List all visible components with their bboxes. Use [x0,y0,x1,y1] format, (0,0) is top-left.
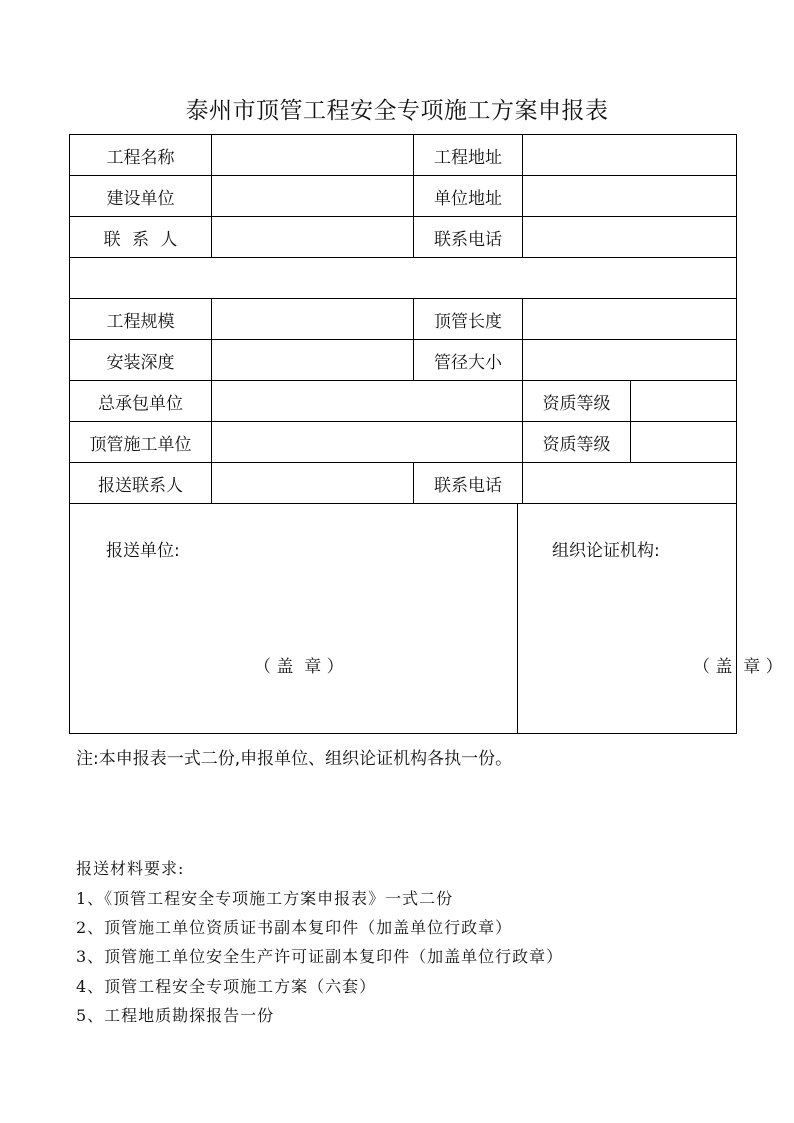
unit-address-field[interactable] [523,176,737,217]
construction-unit-label: 建设单位 [70,176,212,217]
project-name-field[interactable] [212,135,414,176]
table-row [70,422,737,463]
project-address-label: 工程地址 [414,135,523,176]
list-item: 5、工程地质勘探报告一份 [76,1006,275,1025]
pipe-diameter-label: 管径大小 [414,340,523,381]
seal-label: （ 盖 章 ） [254,657,344,677]
contact-person-field[interactable] [212,217,414,258]
contact-person-label: 联 系 人 [70,217,212,258]
install-depth-field[interactable] [212,340,414,381]
submit-phone-label: 联系电话 [414,463,523,504]
submit-contact-field[interactable] [212,463,414,504]
submit-contact-label: 报送联系人 [70,463,212,504]
construction-unit-field[interactable] [212,176,414,217]
table-row [70,176,737,217]
blank-row-field[interactable] [70,258,737,299]
list-item: 1、《顶管工程安全专项施工方案申报表》一式二份 [76,889,454,908]
table-row [70,299,737,340]
contact-phone-field[interactable] [523,217,737,258]
page-title: 泰州市顶管工程安全专项施工方案申报表 [185,98,609,124]
project-scale-field[interactable] [212,299,414,340]
general-contractor-label: 总承包单位 [70,381,212,422]
table-row [70,381,737,422]
pipe-contractor-label: 顶管施工单位 [70,422,212,463]
list-item: 4、顶管工程安全专项施工方案（六套） [76,977,377,996]
contact-phone-label: 联系电话 [414,217,523,258]
table-row [70,135,737,176]
qualification-label: 资质等级 [523,422,631,463]
submitting-unit-label: 报送单位: [106,541,180,561]
list-item: 2、顶管施工单位资质证书副本复印件（加盖单位行政章） [76,918,513,937]
install-depth-label: 安装深度 [70,340,212,381]
seal-label: （ 盖 章 ） [693,657,783,677]
unit-address-label: 单位地址 [414,176,523,217]
submitting-unit-signature-cell[interactable] [70,504,518,734]
pipe-length-label: 顶管长度 [414,299,523,340]
project-name-label: 工程名称 [70,135,212,176]
pipe-diameter-field[interactable] [523,340,737,381]
submit-phone-field[interactable] [523,463,737,504]
requirements-heading: 报送材料要求: [76,859,185,878]
qualification-label: 资质等级 [523,381,631,422]
table-row [70,504,737,734]
table-row [70,340,737,381]
general-contractor-field[interactable] [212,381,523,422]
table-row [70,217,737,258]
application-form-table [69,134,783,734]
pipe-contractor-field[interactable] [212,422,523,463]
review-org-signature-cell[interactable] [518,504,783,734]
table-row [70,258,737,299]
review-org-label: 组织论证机构: [552,541,660,561]
pipe-length-field[interactable] [523,299,737,340]
qualification-field[interactable] [631,381,737,422]
table-row [70,463,737,504]
list-item: 3、顶管施工单位安全生产许可证副本复印件（加盖单位行政章） [76,947,564,966]
form-note: 注:本申报表一式二份,申报单位、组织论证机构各执一份。 [76,749,513,769]
qualification-field[interactable] [631,422,737,463]
project-address-field[interactable] [523,135,737,176]
project-scale-label: 工程规模 [70,299,212,340]
